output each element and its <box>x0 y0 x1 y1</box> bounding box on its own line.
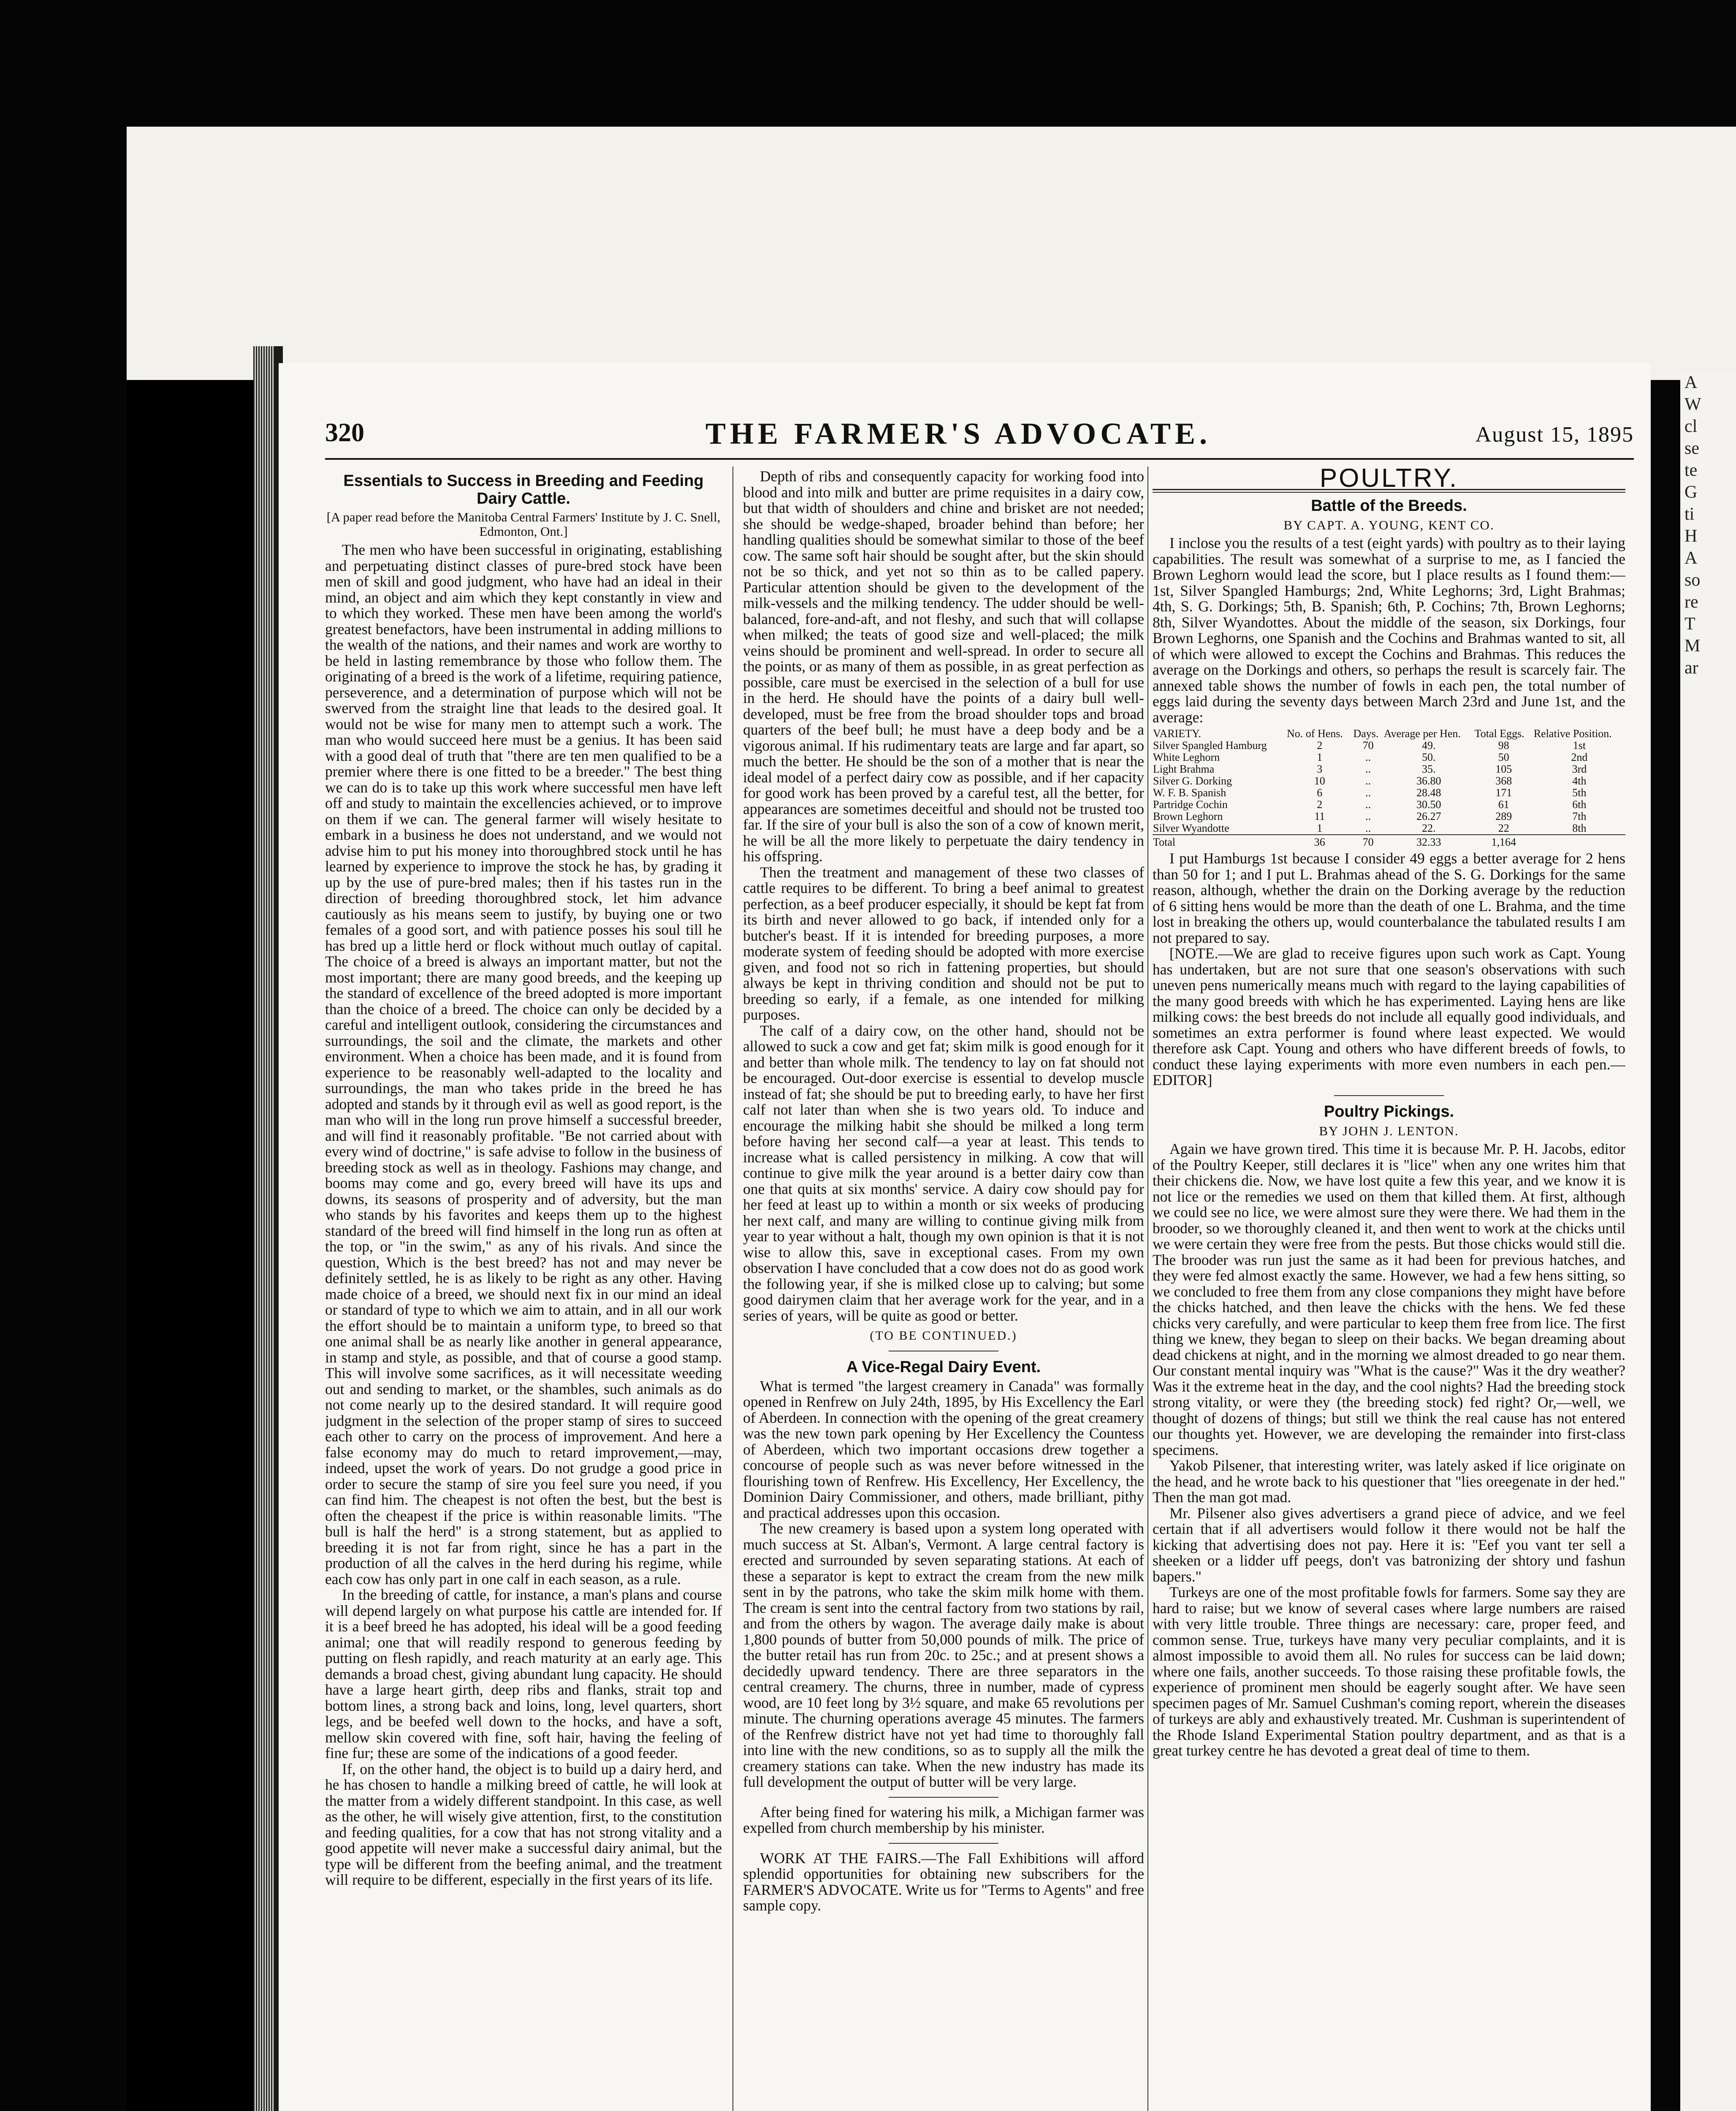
table-cell: 11 <box>1314 810 1325 822</box>
table-cell: 36.80 <box>1416 775 1441 787</box>
table-cell: 1 <box>1317 822 1323 834</box>
byline: BY CAPT. A. YOUNG, KENT CO. <box>1283 517 1495 532</box>
table-cell: 98 <box>1498 739 1509 752</box>
table-header: Total Eggs. <box>1474 727 1524 740</box>
table-cell: 7th <box>1572 810 1587 822</box>
table-cell: 28.48 <box>1416 787 1441 799</box>
table-header: No. of Hens. <box>1287 727 1343 740</box>
paragraph: I put Hamburgs 1st because I consider 49 eggs a better average for 2 hens than 50 for 1; and I put L. Brahmas ahead of the S. G. Dorkings for the same reason, although, whether the drain on the Dorking average by the reduction of 6 sitting hens would be more than the death of one L. Brahma, and the time lost in breaking the others up, would counterbalance the tabulated results I am not prepared to say. <box>1153 850 1625 946</box>
table-cell: .. <box>1365 775 1371 787</box>
table-cell: 26.27 <box>1416 810 1441 822</box>
table-cell: Silver Wyandotte <box>1153 822 1229 834</box>
page-header <box>325 418 1634 452</box>
adjacent-page-fragment: se <box>1684 439 1699 458</box>
adjacent-page-fragment: cl <box>1684 417 1698 436</box>
column-rule <box>1147 467 1148 2111</box>
table-cell: 5th <box>1572 787 1587 799</box>
continued-note: (TO BE CONTINUED.) <box>870 1329 1017 1343</box>
table-cell: 50. <box>1421 751 1436 763</box>
table-cell: 289 <box>1495 810 1512 822</box>
column-rule <box>732 467 733 2111</box>
paragraph: Mr. Pilsener also gives advertisers a grand piece of advice, and we feel certain that if all advertisers would follow it there would not be half the kicking that advertising does not pay. Here it is: "Eef you vant ter sell a sheeken or a lidder uff peegs, don't vas batronizing der shtory und fashun bapers." <box>1153 1504 1625 1585</box>
table-cell: 61 <box>1498 798 1509 811</box>
table-cell: W. F. B. Spanish <box>1153 787 1226 799</box>
table-cell: 36 <box>1286 835 1353 848</box>
adjacent-page-fragment: ar <box>1684 658 1698 678</box>
table-row <box>1153 775 1625 787</box>
column-1 <box>325 469 722 2111</box>
article-subtitle: [A paper read before the Manitoba Central Farmers' Institute by J. C. Snell, Edmonton, Ont.] <box>326 510 721 539</box>
table-cell: 35. <box>1421 763 1436 775</box>
table-row <box>1153 799 1625 811</box>
table-cell <box>1533 835 1625 848</box>
table-cell: 1st <box>1573 739 1586 752</box>
column-2 <box>743 469 1144 2111</box>
adjacent-page-fragment: A <box>1684 548 1698 568</box>
previous-page-fragment <box>127 127 1736 380</box>
paragraph: The men who have been successful in originating, establishing and perpetuating distinct classes of pure-bred stock have been men of skill and good judgment, who have had an ideal in their mind, an object and aim which they kept constantly in view and to which they worked. These men have been among the world's greatest benefactors, have been instrumental in adding millions to the wealth of the nations, and their names and work are worthy to be held in lasting remembrance by those who follow them. The originating of a breed is the work of a lifetime, requiring patience, perseverence, and a determination of purpose which will not be swerved from the straight line that leads to the desired goal. It would not be wise for many men to attempt such a work. The man who would succeed here must be a genius. It has been said with a good deal of truth that "there are ten men qualified to be a premier where there is one fitted to be a breeder." The best thing we can do is to take up this work where successful men have left off and study to maintain the excellencies achieved, or to improve on them if we can. The general farmer will wisely hesitate to embark in a business he does not understand, and we would not advise him to put his money into thoroughbred stock until he has learned by experience to improve the stock he has, by grading it up by the use of pure-bred males; then if his tastes run in the direction of breeding thoroughbred stock, let him advance cautiously as his means seem to justify, by buying one or two females of a good sort, and with patience posses his soul till he has bred up a little herd or flock without much outlay of capital. The choice of a breed is always an important matter, but not the most important; there are many good breeds, and the keeping up the standard of excellence of the breed adopted is more important than the choice of a breed. The choice can only be decided by a careful and intelligent outlook, considering the circumstances and surroundings, the soil and the climate, the markets and other environment. When a choice has been made, and it is found from experience to be reasonably well-adapted to the locality and surroundings, the man who takes pride in the breed he has adopted and stands by it through evil as well as good report, is the man who will in the long run prove himself a successful breeder, and will find it reasonably profitable. "Be not carried about with every wind of doctrine," is safe advise to follow in the business of breeding stock as well as in theology. Fashions may change, and booms may come and go, every breed will have its ups and downs, its seasons of prosperity and of adversity, but the man who stands by his favorites and keeps them up to the highest standard of the breed will find himself in the long run as often at the top, or "in the swim," as any of his rivals. And since the question, Which is the best breed? has not and may never be definitely settled, he is as likely to be right as any other. Having made choice of a breed, we should next fix in our mind an ideal or standard of type to which we aim to attain, and in all our work the effort should be to maintain a uniform type, to breed so that one animal shall be as nearly like another in general appearance, in stamp and style, as possible, and that of course a good stamp. This will involve some sacrifices, as it will necessitate weeding out and sending to market, or the shambles, such animals as do not come nearly up to the desired standard. It will require good judgment in the selection of the proper stamp of sires to succeed each other to carry on the process of improvement. And here a false economy may do much to retard improvement,—may, indeed, upset the work of years. Do not grudge a good price in order to secure the stamp of sire you feel sure you need, if you can find him. The cheapest is not often the best, but the best is often the cheapest if the price is within reasonable limits. "The bull is half the herd" is a strong statement, but as applied to breeding it is not far from right, since he has a part in the production of all the calves in the herd during his regime, while each cow has only part in one calf in each season, as a rule. <box>325 541 722 1587</box>
paragraph: Turkeys are one of the most profitable fowls for farmers. Some say they are hard to raise; but we know of several cases where large numbers are raised with very little trouble. Three things are necessary: care, proper feed, and common sense. True, turkeys have many very peculiar complaints, and it is almost impossible to avoid them all. No rules for success can be laid down; where one fails, another succeeds. To those raising these profitable fowls, the experience of prominent men should be eagerly sought after. We have seen specimen pages of Mr. Samuel Cushman's coming report, wherein the diseases of turkeys are ably and exhaustively treated. Mr. Cushman is superintendent of the Rhode Island Experimental Station poultry department, and as that is a great turkey centre he has devoted a great deal of time to them. <box>1153 1584 1625 1759</box>
paragraph: Depth of ribs and consequently capacity for working food into blood and into milk and butter are prime requisites in a dairy cow, but that width of shoulders and chine and brisket are not needed; she should be wedge-shaped, broader behind than before; her handling qualities should be somewhat similar to those of the beef cow. The same soft hair should be sought after, but the skin should not be so thick, and yet not so thin as to be called papery. Particular attention should be given to the development of the milk-vessels and the milking tendency. The udder should be well-balanced, fore-and-aft, and not fleshy, and such that will collapse when milked; the teats of good size and well-placed; the milk veins should be prominent and well-spread. In order to secure all the points, or as many of them as possible, in as great perfection as possible, care must be exercised in the selection of a bull for use in the herd. He should have the points of a dairy bull well-developed, must be free from the broad shoulder tops and broad quarters of the beef bull; he must have a deep body and be a vigorous animal. If his rudimentary teats are large and far apart, so much the better. He should be the son of a mother that is near the ideal model of a perfect dairy cow as possible, and if her capacity for good work has been proved by a careful test, all the better, for appearances are sometimes deceitful and should not be trusted too far. If the sire of your bull is also the son of a cow of known merit, he will be all the more likely to perpetuate the dairy tendency in his offspring. <box>743 469 1144 865</box>
paragraph: I inclose you the results of a test (eight yards) with poultry as to their laying capabilities. The result was somewhat of a surprise to me, as I fancied the Brown Leghorn would lead the score, but I place results as I found them:—1st, Silver Spangled Hamburgs; 2nd, White Leghorns; 3rd, Light Brahmas; 4th, S. G. Dorkings; 5th, B. Spanish; 6th, P. Cochins; 7th, Brown Leghorns; 8th, Silver Wyandottes. About the middle of the season, six Dorkings, four Brown Leghorns, one Spanish and the Cochins and Brahmas wanted to sit, all of which were allowed to except the Cochins and Brahmas. This reduces the average on the Dorkings and others, so perhaps the result is scarcely fair. The annexed table shows the number of fowls in each pen, the total number of eggs laid during the seventy days between March 23rd and June 1st, and the average: <box>1153 535 1625 726</box>
paragraph: In the breeding of cattle, for instance, a man's plans and course will depend largely on what purpose his cattle are intended for. If it is a beef breed he has adopted, his ideal will be a good feeding animal; one that will readily respond to generous feeding by putting on flesh rapidly, and reach maturity at an early age. This demands a broad chest, giving abundant lung capacity. He should have a large heart girth, deep ribs and flanks, strait top and bottom lines, a strong back and loins, long, level quarters, short legs, and be beefed well down to the hocks, and have a soft, mellow skin covered with fine, soft hair, having the feeling of fine fur; these are some of the indications of a good feeder. <box>325 1586 722 1761</box>
table-cell: Brown Leghorn <box>1153 810 1223 822</box>
table-cell: 8th <box>1572 822 1587 834</box>
paragraph: Then the treatment and management of these two classes of cattle requires to be different. To bring a beef animal to greatest perfection, as a beef producer especially, it should be kept fat from its birth and never allowed to go back, if intended only for a butcher's beast. If it is intended for breeding purposes, a more moderate system of feeding should be adopted with more exercise given, and food not so rich in fattening properties, but should always be kept in thriving condition and should not be put to breeding so early, if a female, as one intended for milking purposes. <box>743 863 1144 1023</box>
adjacent-page-fragment: M <box>1684 636 1701 656</box>
divider <box>1334 1095 1444 1096</box>
table-cell: 105 <box>1495 763 1512 775</box>
table-cell: 32.33 <box>1383 835 1474 848</box>
table-cell: White Leghorn <box>1153 751 1220 763</box>
table-cell: 6 <box>1317 787 1323 799</box>
scan-border-top <box>0 0 1736 127</box>
table-row <box>1153 822 1625 835</box>
issue-date: August 15, 1895 <box>1475 423 1634 447</box>
table-cell: 1,164 <box>1474 835 1533 848</box>
editor-note: [NOTE.—We are glad to receive figures upon such work as Capt. Young has undertaken, but are not sure that one season's observations with such uneven pens numerically means much with regard to the laying capabilities of the many good breeds with which he has experimented. Laying hens are like milking cows: the best breeds do not include all equally good individuals, and sometimes an extra performer is found where least expected. We would therefore ask Capt. Young and others who have different breeds of fowls, to conduct these laying experiments with more even numbers in each pen.—EDITOR] <box>1153 945 1625 1088</box>
table-cell: 2nd <box>1571 751 1588 763</box>
table-cell: 70 <box>1353 835 1383 848</box>
table-cell: 2 <box>1317 739 1323 752</box>
table-row <box>1153 787 1625 799</box>
adjacent-page-fragment: te <box>1684 461 1698 480</box>
table-header: Days. <box>1353 727 1379 740</box>
table-cell: .. <box>1365 751 1371 763</box>
table-row <box>1153 740 1625 752</box>
adjacent-page-strip <box>1680 372 1736 2111</box>
paragraph: The calf of a dairy cow, on the other hand, should not be allowed to suck a cow and get fat; skim milk is good enough for it and better than whole milk. The tendency to lay on fat should not be encouraged. Out-door exercise is essential to develop muscle instead of fat; she should be put to breeding early, to have her first calf not later than when she is two years old. To induce and encourage the milking habit she should be milked a long term before having her second calf—a year at least. This tends to increase what is called persistency in milking. A cow that will continue to give milk the year around is a better dairy cow than one that quits at six months' service. A dairy cow should pay for her feed at least up to within a month or six weeks of producing her next calf, and many are willing to continue giving milk from year to year without a halt, though my own opinion is that it is not wise to allow this, save in exceptional cases. From my own observation I have concluded that a cow does not do as good work the following year, if she is milked close up to calving; but some good dairymen claim that her average work for the year, and in a series of years, will be quite as good or better. <box>743 1022 1144 1324</box>
table-cell: .. <box>1365 822 1371 834</box>
adjacent-page-fragment: ti <box>1684 505 1695 524</box>
paragraph: Again we have grown tired. This time it is because Mr. P. H. Jacobs, editor of the Poultry Keeper, still declares it is "lice" when any one writes him that their chickens die. Now, we have lost quite a few this year, and we know it is not lice or the remedies we used on them that killed them. At first, although we could see no lice, we were almost sure they were there. We had them in the brooder, so we thoroughly cleaned it, and then went to work at the chicks until we were certain they were free from the pests. But those chicks would still die. The brooder was run just the same as it had been for previous hatches, and they were fed almost exactly the same. However, we had a few hens sitting, so we concluded to free them from any close companions they might have before the chicks hatched, and then leave the chicks with the hens. We fed these chicks very carefully, and were particular to keep them free from lice. The first thing we knew, they began to sleep on their backs. We began dreaming about dead chickens at night, and in the morning we almost dreaded to go near them. Our constant mental inquiry was "What is the cause?" Was it the dry weather? Was it the extreme heat in the day, and the cool nights? Had the breeding stock strong vitality, or were they (the breeding stock) fed right? Or,—well, we thought of dozens of things; but still we think the real cause has not entered our thoughts yet. However, we are developing the remainder into first-class specimens. <box>1153 1140 1625 1458</box>
table-cell: 1 <box>1317 751 1323 763</box>
table-cell: 70 <box>1362 739 1374 752</box>
divider <box>889 1797 998 1798</box>
table-cell: 171 <box>1495 787 1512 799</box>
table-cell: 49. <box>1421 739 1436 752</box>
adjacent-page-fragment: so <box>1684 570 1701 590</box>
article-title: Poultry Pickings. <box>1324 1102 1454 1121</box>
adjacent-page-fragment: re <box>1684 592 1698 612</box>
book-page-edges <box>253 346 274 2111</box>
column-3 <box>1153 469 1625 2111</box>
article-title: A Vice-Regal Dairy Event. <box>846 1358 1041 1376</box>
article-title: Essentials to Success in Breeding and Feeding Dairy Cattle. <box>343 472 704 507</box>
adjacent-page-fragment: A <box>1684 373 1698 392</box>
table-cell: Silver Spangled Hamburg <box>1153 739 1267 752</box>
table-cell: 368 <box>1495 775 1512 787</box>
table-cell: 22. <box>1421 822 1436 834</box>
adjacent-page-fragment: H <box>1684 526 1698 546</box>
divider <box>889 1843 998 1844</box>
byline: BY JOHN J. LENTON. <box>1319 1123 1459 1138</box>
adjacent-page-fragment: T <box>1684 614 1695 634</box>
table-cell: 50 <box>1498 751 1509 763</box>
table-cell: 22 <box>1498 822 1509 834</box>
header-rule <box>325 458 1634 460</box>
table-header: VARIETY. <box>1153 727 1201 740</box>
paragraph: What is termed "the largest creamery in Canada" was formally opened in Renfrew on July 24th, 1895, by His Excellency the Earl of Aberdeen. In connection with the opening of the great creamery was the new town park opening by Her Excellency the Countess of Aberdeen, which two important occasions drew together a concourse of people such as was never before witnessed in the flourishing town of Renfrew. His Excellency, Her Excellency, the Dominion Dairy Commissioner, and others, made brilliant, pithy and practical addresses upon this occasion. <box>743 1377 1144 1521</box>
table-cell: 2 <box>1317 798 1323 811</box>
page-number: 320 <box>325 418 364 447</box>
table-cell: 4th <box>1572 775 1587 787</box>
table-cell: Partridge Cochin <box>1153 798 1228 811</box>
masthead: THE FARMER'S ADVOCATE. <box>705 417 1211 450</box>
paragraph: The new creamery is based upon a system long operated with much success at St. Alban's, Vermont. A large central factory is erected and surrounded by seven separating stations. At each of these a separator is kept to extract the cream from the new milk sent in by the patrons, who take the skim milk home with them. The cream is sent into the central factory from two stations by rail, and from the others by wagon. The average daily make is about 1,800 pounds of butter from 50,000 pounds of milk. The price of the butter retail has run from 20c. to 25c.; and at present shows a decidedly upward tendency. There are three separators in the central creamery. The churns, three in number, made of cypress wood, are 10 feet long by 3½ square, and make 65 revolutions per minute. The churning operations average 45 minutes. The farmers of the Renfrew district have not yet had time to thoroughly fall into line with the new conditions, so as to supply all the milk the creamery stations can take. When the new industry has made its full development the output of butter will be very large. <box>743 1520 1144 1790</box>
table-cell: Silver G. Dorking <box>1153 775 1232 787</box>
table-cell: .. <box>1365 798 1371 811</box>
table-cell: Total <box>1153 835 1286 848</box>
table-total-row <box>1153 835 1625 848</box>
table-row <box>1153 763 1625 775</box>
table-cell: 30.50 <box>1416 798 1441 811</box>
paragraph: WORK AT THE FAIRS.—The Fall Exhibitions will afford splendid opportunities for obtaining new subscribers for the FARMER'S ADVOCATE. Write us for "Terms to Agents" and free sample copy. <box>743 1849 1144 1914</box>
table-header: Relative Position. <box>1533 727 1612 740</box>
article-title: Battle of the Breeds. <box>1311 497 1467 515</box>
paragraph: Yakob Pilsener, that interesting writer, was lately asked if lice originate on the head, and he wrote back to his questioner that "lies oreegenate in der hed." Then the man got mad. <box>1153 1457 1625 1506</box>
table-header-row <box>1153 728 1625 740</box>
table-cell: 6th <box>1572 798 1587 811</box>
table-header: Average per Hen. <box>1383 727 1461 740</box>
paragraph: If, on the other hand, the object is to build up a dairy herd, and he has chosen to handle a milking breed of cattle, he will look at the matter from a widely different standpoint. In this case, as well as the other, he will wisely give attention, first, to the constitution and feeding qualities, for a cow that has not strong vitality and a good appetite will never make a successful dairy animal, but the type will be different from the beefing animal, and the treatment will require to be different, especially in the first years of its life. <box>325 1760 722 1888</box>
table-cell: Light Brahma <box>1153 763 1215 775</box>
egg-results-table <box>1153 728 1625 848</box>
table-cell: .. <box>1365 763 1371 775</box>
table-cell: 3rd <box>1572 763 1587 775</box>
paragraph: After being fined for watering his milk, a Michigan farmer was expelled from church membership by his minister. <box>743 1803 1144 1836</box>
scan-border-left <box>0 0 127 2111</box>
adjacent-page-fragment: W <box>1684 395 1701 414</box>
table-cell: 3 <box>1317 763 1323 775</box>
table-row <box>1153 811 1625 822</box>
table-cell: .. <box>1365 787 1371 799</box>
table-row <box>1153 752 1625 763</box>
adjacent-page-fragment: G <box>1684 483 1698 502</box>
table-cell: .. <box>1365 810 1371 822</box>
table-cell: 10 <box>1314 775 1325 787</box>
section-heading: POULTRY. <box>1319 469 1459 493</box>
